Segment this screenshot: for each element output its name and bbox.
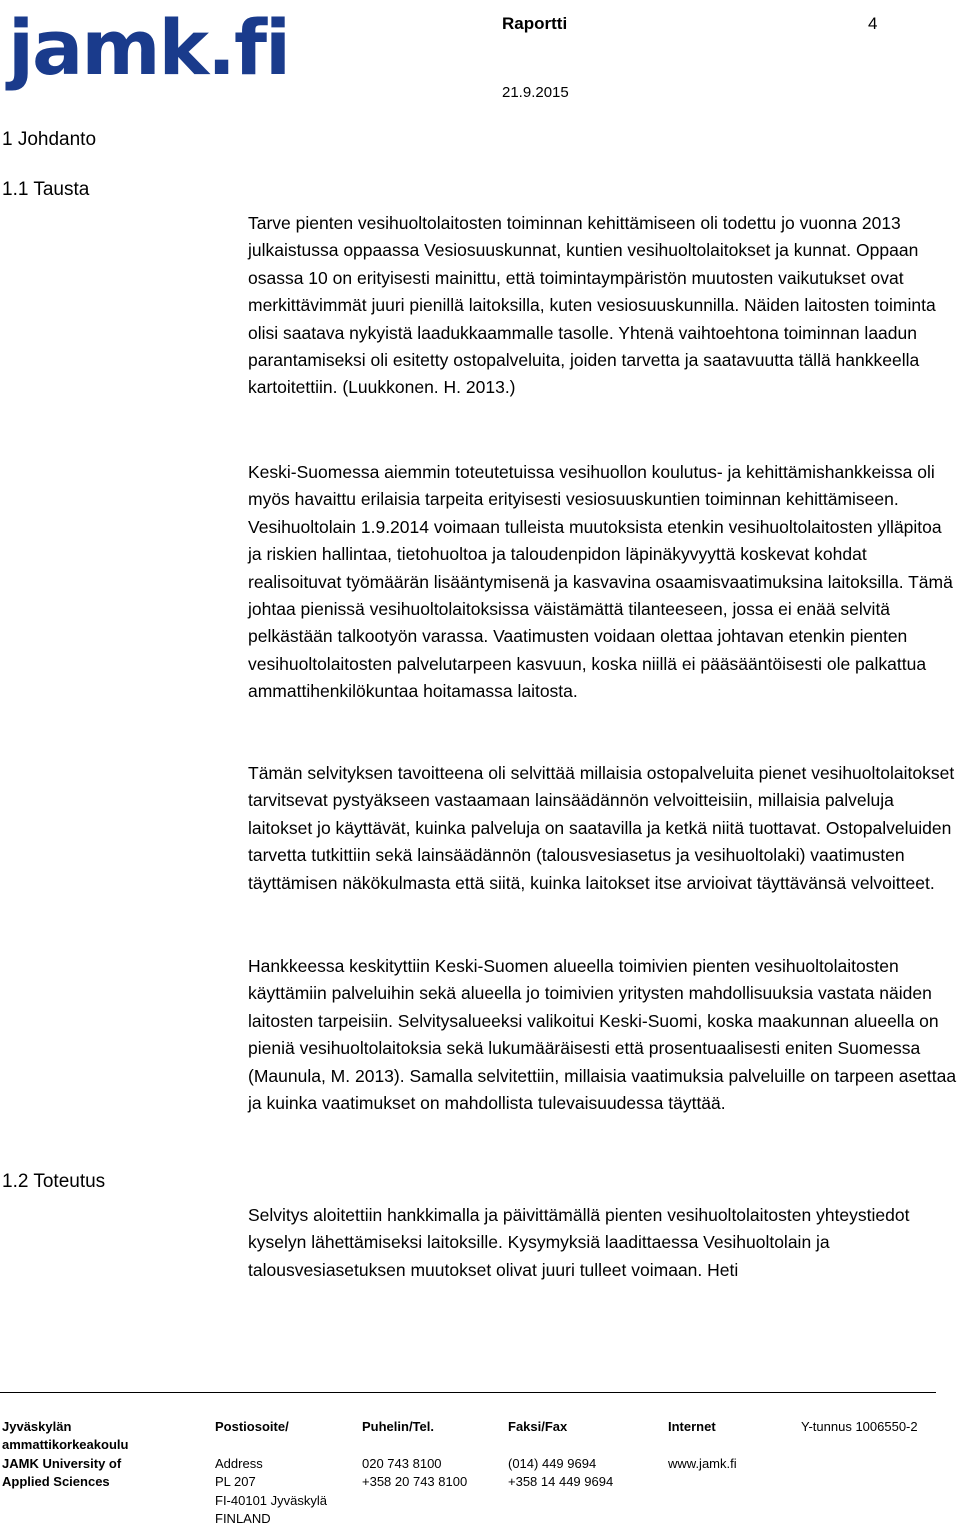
jamk-logo: jamk.fi — [8, 3, 290, 92]
footer-divider — [0, 1392, 936, 1393]
footer-fax — [508, 1399, 613, 1492]
paragraph-4: Hankkeessa keskityttiin Keski-Suomen alueella toimivien pienten vesihuoltolaitosten käyttämiin palveluihin sekä alueella jo toimivien yritysten mahdollisuuksia vastata näiden laitosten tarpeisiin. Selvitysalueeksi valikoitui Keski-Suomi, koska maakunnan alueella on pieniä vesihuoltolaitoksia sekä lukumääräisesti että prosentuaalisesti eniten Suomessa (Maunula, M. 2013). Samalla selvitettiin, millaisia vaatimuksia palveluille on tarpeen asettaa ja kuinka vaatimukset on mahdollista tulevaisuudessa täyttää. — [248, 956, 957, 1114]
paragraph-1: Tarve pienten vesihuoltolaitosten toiminnan kehittämiseen oli todettu jo vuonna 2013 julkaistussa oppaassa Vesiosuuskunnat, kuntien vesihuoltolaitokset ja kunnat. Oppaan osassa 10 on erityisesti mainittu, että toimintaympäristön muutosten vaikutukset ovat merkittävimmät juuri pienillä laitoksilla, kuten vesiosuuskunnilla. Näiden laitosten toiminta olisi saatava nykyistä laadukkaammalle tasolle. Yhtenä vaihtoehtona toiminnan laadun parantamiseksi oli esitetty ostopalveluita, joiden tarvetta ja saatavuutta tällä hankkeella kartoitettiin. (Luukkonen. H. 2013.) — [248, 213, 936, 398]
footer-address-text: Address PL 207 FI-40101 Jyväskylä FINLAND — [215, 1455, 327, 1526]
paragraph-3: Tämän selvityksen tavoitteena oli selvittää millaisia ostopalveluita pienet vesihuoltolaitokset tarvitsevat pystyäkseen vastaamaan lainsäädännön velvoitteisiin, millaisia palveluja laitokset jo käyttävät, kuinka palveluja on saatavilla ja ketkä niitä tuottavat. Ostopalveluiden tarvetta tutkittiin sekä lainsäädännön (talousvesiasetus ja vesihuoltolaki) vaatimusten täyttämisen näkökulmasta että siitä, kuinka laitokset itse arvioivat täyttävänsä velvoitteet. — [248, 763, 955, 893]
footer-business-id-text: Y-tunnus 1006550-2 — [801, 1418, 918, 1434]
document-date: 21.9.2015 — [502, 84, 569, 101]
footer-internet-heading: Internet — [668, 1418, 716, 1434]
document-type: Raportti — [502, 14, 568, 33]
footer-address-heading: Postiosoite/ — [215, 1418, 289, 1434]
footer-fax-heading: Faksi/Fax — [508, 1418, 568, 1434]
footer-institution-name: Jyväskylän ammattikorkeakoulu JAMK University of Applied Sciences — [2, 1418, 129, 1489]
page-number: 4 — [868, 14, 878, 33]
footer-internet — [668, 1399, 737, 1473]
footer-address — [215, 1399, 327, 1529]
footer-fax-text: (014) 449 9694 +358 14 449 9694 — [508, 1455, 614, 1489]
footer-phone-heading: Puhelin/Tel. — [362, 1418, 434, 1434]
footer-business-id — [801, 1399, 918, 1436]
footer-phone-text: 020 743 8100 +358 20 743 8100 — [362, 1455, 468, 1489]
heading-tausta: 1.1 Tausta — [2, 179, 90, 200]
footer-phone — [362, 1399, 467, 1492]
footer-institution — [2, 1399, 128, 1510]
paragraph-2: Keski-Suomessa aiemmin toteutetuissa vesihuollon koulutus- ja kehittämishankkeissa oli myös havaittu erilaisia tarpeita erityisesti vesiosuuskuntien toiminnan kehittämiseen. Vesihuoltolain 1.9.2014 voimaan tulleista muutoksista etenkin vesihuoltolaitosten ylläpitoa ja riskien hallintaa, tietohuoltoa ja taloudenpidon läpinäkyvyyttä koskevat kohdat realisoituvat työmäärän lisääntymisenä ja kasvavina osaamisvaatimuksina laitoksilla. Tämä johtaa pienissä vesihuoltolaitoksissa väistämättä tilanteeseen, jossa ei enää selvitä pelkästään talkootyön varassa. Vaatimusten voidaan olettaa johtavan etenkin pienten vesihuoltolaitosten palvelutarpeen kasvuun, koska niillä ei pääsääntöisesti ole palkattua ammattihenkilökuntaa hoitamassa laitosta. — [248, 462, 953, 702]
heading-toteutus: 1.2 Toteutus — [2, 1171, 106, 1192]
footer-internet-link[interactable]: www.jamk.fi — [668, 1455, 737, 1471]
paragraph-5: Selvitys aloitettiin hankkimalla ja päivittämällä pienten vesihuoltolaitosten yhteystiedot kyselyn lähettämiseksi laitoksille. Kysymyksiä laadittaessa Vesihuoltolain ja talousvesiasetuksen muutokset olivat juuri tulleet voimaan. Heti — [248, 1205, 910, 1280]
heading-johdanto: 1 Johdanto — [2, 129, 97, 150]
